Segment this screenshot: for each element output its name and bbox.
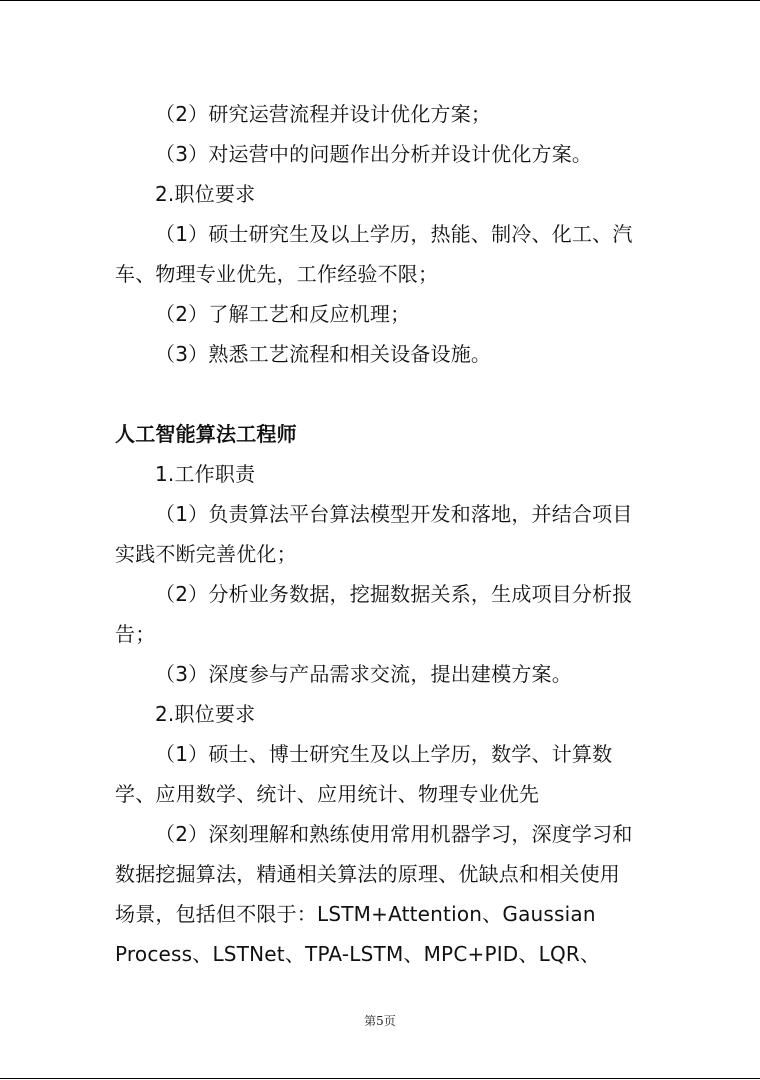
- ai-requirements-heading: 2.职位要求: [155, 702, 256, 726]
- section-spacer: [115, 374, 645, 414]
- ai-requirement-item-1-line-2: 学、应用数学、统计、应用统计、物理专业优先: [115, 782, 540, 806]
- ai-requirement-item-2-line-1: （2）深刻理解和熟练使用常用机器学习，深度学习和: [155, 822, 633, 846]
- ai-duty-item-3: （3）深度参与产品需求交流，提出建模方案。: [155, 662, 572, 686]
- ai-requirement-item-2-line-4: Process、LSTNet、TPA-LSTM、MPC+PID、LQR、: [115, 942, 601, 966]
- requirements-heading: 2.职位要求: [155, 182, 256, 206]
- duty-item-3: （3）对运营中的问题作出分析并设计优化方案。: [155, 142, 593, 166]
- ai-duty-item-2-line-1: （2）分析业务数据，挖掘数据关系，生成项目分析报: [155, 582, 633, 606]
- page-number: 第5页: [364, 1014, 396, 1028]
- requirement-item-1-line-1: （1）硕士研究生及以上学历，热能、制冷、化工、汽: [155, 222, 633, 246]
- ai-requirement-item-1-line-1: （1）硕士、博士研究生及以上学历，数学、计算数: [155, 742, 613, 766]
- bottom-rule: [0, 1078, 760, 1079]
- job-title: 人工智能算法工程师: [115, 422, 297, 446]
- top-rule: [0, 0, 760, 1]
- requirement-item-3: （3）熟悉工艺流程和相关设备设施。: [155, 342, 492, 366]
- requirement-item-1-line-2: 车、物理专业优先，工作经验不限；: [115, 262, 439, 286]
- ai-duty-item-1-line-2: 实践不断完善优化；: [115, 542, 297, 566]
- ai-duty-item-1-line-1: （1）负责算法平台算法模型开发和落地，并结合项目: [155, 502, 633, 526]
- ai-requirement-item-2-line-3: 场景，包括但不限于：LSTM+Attention、Gaussian: [115, 902, 596, 926]
- duty-item-2: （2）研究运营流程并设计优化方案；: [155, 102, 492, 126]
- ai-requirement-item-2-line-2: 数据挖掘算法，精通相关算法的原理、优缺点和相关使用: [115, 862, 620, 886]
- document-body: [115, 94, 645, 974]
- duties-heading: 1.工作职责: [155, 462, 256, 486]
- ai-duty-item-2-line-2: 告；: [115, 622, 156, 646]
- requirement-item-2: （2）了解工艺和反应机理；: [155, 302, 411, 326]
